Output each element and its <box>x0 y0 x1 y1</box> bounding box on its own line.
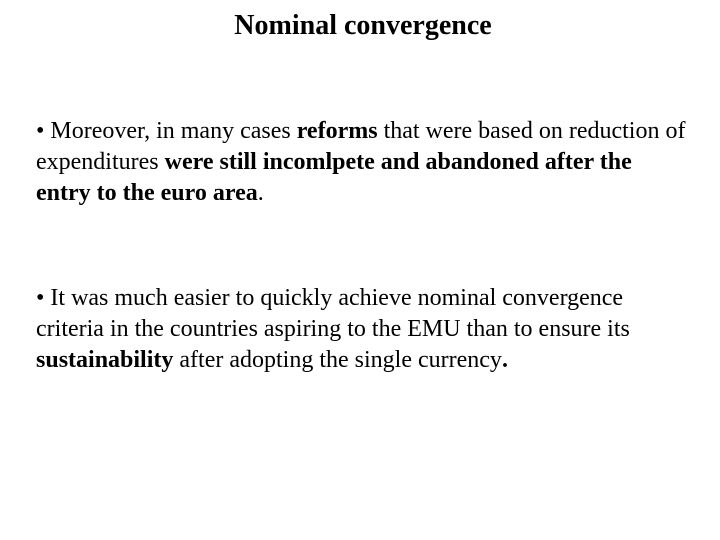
bullet-emphasis: were still incomlpete and abandoned after the entry to the euro area <box>36 149 632 206</box>
bullet-emphasis: reforms <box>296 118 378 144</box>
bullet-text: that were based on reduction of expenditures <box>36 118 686 175</box>
bullet-marker: • <box>36 118 51 144</box>
slide-title: Nominal convergence <box>234 10 492 41</box>
bullet-marker: • <box>36 285 51 311</box>
bullet-point-sustainability <box>36 283 686 376</box>
bullet-text: Moreover, in many cases <box>50 118 297 144</box>
bullet-emphasis: . <box>501 347 508 373</box>
bullet-text: . <box>257 180 264 206</box>
bullet-point-reforms <box>36 116 686 209</box>
bullet-text: after adopting the single currency <box>173 347 502 373</box>
bullet-text: It was much easier to quickly achieve nominal convergence criteria in the countries aspiring to the EMU than to ensure its <box>36 285 630 342</box>
bullet-emphasis: sustainability <box>36 347 174 373</box>
